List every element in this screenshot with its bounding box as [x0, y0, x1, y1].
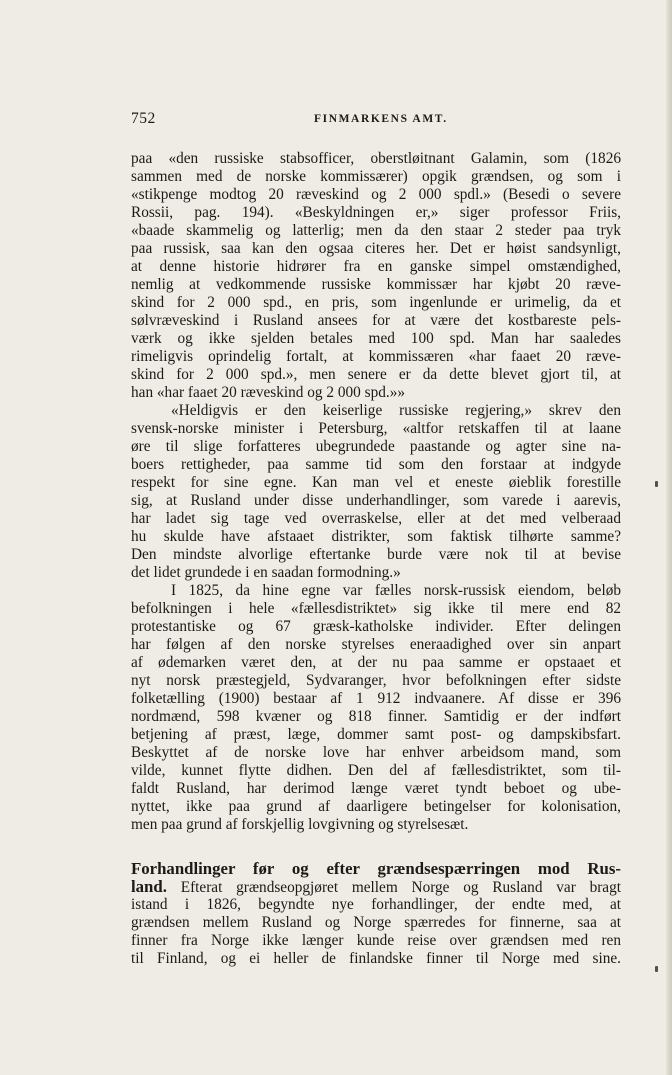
text-line: sølvræveskind i Rusland ansees for at være det kostbareste pels- [131, 312, 621, 329]
text-line: sig, at Rusland under disse underhandlinger, som varede i aarevis, [131, 492, 621, 509]
page-header [131, 110, 621, 132]
margin-mark [655, 966, 658, 972]
text-line: værk og ikke sjelden betales med 100 spd. Man har saaledes [131, 330, 621, 347]
text-line: har følgen af den norske styrelses eneraadighed over sin anpart [131, 636, 621, 653]
text-line: respekt for sine egne. Kan man vel et eneste øieblik forestille [131, 474, 621, 491]
text-line: protestantiske og 67 græsk-katholske individer. Efter delingen [131, 618, 621, 635]
text-line: nyttet, ikke paa grund af daarligere betingelser for kolonisation, [131, 798, 621, 815]
text-line: skind for 2 000 spd.», men senere er da dette blevet gjort til, at [131, 366, 621, 383]
text-line: Den mindste alvorlige eftertanke burde være nok til at bevise [131, 546, 621, 563]
paragraph-3 [131, 582, 621, 834]
text-line: istand i 1826, begyndte nye forhandlinger, der endte med, at [131, 896, 621, 913]
text-line: af ødemarken været den, at der nu paa samme er opstaaet et [131, 654, 621, 671]
paragraph-2 [131, 402, 621, 582]
text-line: finner fra Norge ikke længer kunde reise over grændsen med ren [131, 932, 621, 949]
text-line: han «har faaet 20 ræveskind og 2 000 spd.»» [131, 384, 406, 401]
text-line: skind for 2 000 spd., en pris, som ingenlunde er urimelig, da et [131, 294, 621, 311]
text-line: at denne historie hidrører fra en ganske simpel omstændighed, [131, 258, 621, 275]
text-line: befolkningen i hele «fællesdistriktet» sig ikke til mere end 82 [131, 600, 621, 617]
text-line: grændsen mellem Rusland og Norge spærredes for finnerne, saa at [131, 914, 621, 931]
text-line: Rossii, pag. 194). «Beskyldningen er,» siger professor Friis, [131, 204, 621, 221]
text-line: «baade skammelig og latterlig; men da den staar 2 steder paa tryk [131, 222, 621, 239]
paragraph-1 [131, 150, 621, 402]
page-edge [666, 0, 672, 1075]
section-forhandlinger [131, 860, 621, 968]
text-line: Beskyttet af de norske love har enhver arbeidsom mand, som [131, 744, 621, 761]
margin-mark [655, 481, 658, 487]
text-line: folketælling (1900) bestaar af 1 912 indvaanere. Af disse er 396 [131, 690, 621, 707]
text-line: rimeligvis oprindelig fortalt, at kommissæren «har faaet 20 ræve- [131, 348, 621, 365]
text-line: boers rettigheder, paa samme tid som den forstaar at indgyde [131, 456, 621, 473]
text-line: til Finland, og ei heller de finlandske finner til Norge med sine. [131, 950, 621, 967]
text-line: faldt Rusland, har derimod længe været tyndt beboet og ube- [131, 780, 621, 797]
text-line: hu skulde have afstaaet distrikter, som faktisk tilhørte samme? [131, 528, 621, 545]
text-line: vilde, kunnet flytte didhen. Den del af fællesdistriktet, som til- [131, 762, 621, 779]
text-line: svensk-norske minister i Petersburg, «altfor retskaffen til at laane [131, 420, 621, 437]
text-line: nordmænd, 598 kvæner og 818 finner. Samtidig er der indført [131, 708, 621, 725]
text-line: nyt norsk præstegjeld, Sydvaranger, hvor befolkningen efter sidste [131, 672, 621, 689]
text-line: «stikpenge modtog 20 ræveskind og 2 000 spdl.» (Besedi o severe [131, 186, 621, 203]
text-line: nemlig at vedkommende russiske kommissær har kjøbt 20 ræve- [131, 276, 621, 293]
section-gap [131, 834, 621, 860]
text-line: har ladet sig tage ved overraskelse, eller at det med velberaad [131, 510, 621, 527]
text-line: det lidet grundede i en saadan formodning.» [131, 564, 401, 581]
text-line: betjening af præst, læge, dommer samt post- og dampskibsfart. [131, 726, 621, 743]
body-text [131, 150, 621, 968]
section-heading-end: land. [131, 878, 167, 896]
section-heading: Forhandlinger før og efter grændsespærringen mod Rus- [131, 860, 621, 878]
text-line: paa russisk, saa kan den ogsaa citeres her. Det er høist sandsynligt, [131, 240, 621, 257]
text-line [131, 878, 621, 896]
text-line: I 1825, da hine egne var fælles norsk-russisk eiendom, beløb [171, 582, 621, 599]
text-line: men paa grund af forskjellig lovgivning og styrelsesæt. [131, 816, 469, 833]
text-line: øre til slige forfatteres ubegrundede paastande og agter sine na- [131, 438, 621, 455]
text-line: «Heldigvis er den keiserlige russiske regjering,» skrev den [171, 402, 621, 419]
text-line: paa «den russiske stabsofficer, oberstløitnant Galamin, som (1826 [131, 150, 621, 167]
section-first-line: Efterat grændseopgjøret mellem Norge og Rusland var bragt [180, 879, 621, 896]
page-number: 752 [131, 110, 156, 127]
running-title: FINMARKENS AMT. [314, 113, 448, 125]
text-line: sammen med de norske kommissærer) opgik grændsen, og som i [131, 168, 621, 185]
